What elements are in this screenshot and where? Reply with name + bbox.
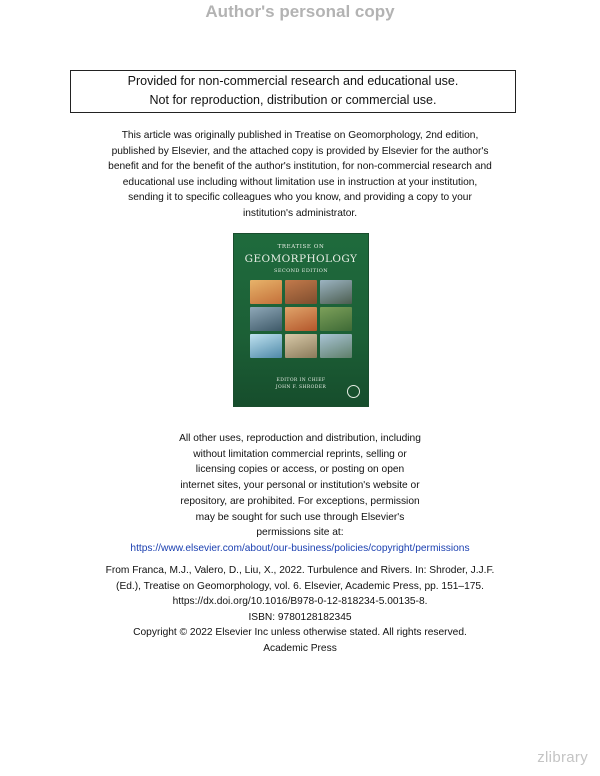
intro-line: educational use including without limitation use in instruction at your institution, <box>122 176 478 188</box>
cover-editor-name: JOHN F. SHRODER <box>275 385 327 390</box>
cover-photo-tile <box>250 307 282 331</box>
cover-photo-tile <box>285 280 317 304</box>
notice-line-1: Provided for non-commercial research and educational use. <box>127 74 459 88</box>
intro-line: This article was originally published in Treatise on Geomorphology, 2nd edition, <box>121 130 479 141</box>
cover-subtitle: TREATISE ON <box>277 244 325 250</box>
notice-box <box>70 70 516 113</box>
cover-edition: SECOND EDITION <box>274 268 328 274</box>
citation-copyright: Copyright © 2022 Elsevier Inc unless otherwise stated. All rights reserved. <box>133 627 467 639</box>
page-header-title: Author's personal copy <box>205 2 395 21</box>
intro-line: sending it to specific colleagues who you know, and providing a copy to your <box>128 192 472 204</box>
book-cover <box>233 233 369 407</box>
citation-publisher: Academic Press <box>263 642 337 654</box>
notice-line-2: Not for reproduction, distribution or commercial use. <box>149 93 437 107</box>
cover-title: GEOMORPHOLOGY <box>244 253 358 265</box>
cover-photo-tile <box>250 334 282 358</box>
elsevier-logo-icon <box>347 385 360 398</box>
citation-line: From Franca, M.J., Valero, D., Liu, X., 2022. Turbulence and Rivers. In: Shroder, J.J.F. <box>105 565 495 576</box>
other-uses-line: licensing copies or access, or posting on open <box>195 464 405 476</box>
other-uses-line: repository, are prohibited. For exceptions, permission <box>180 495 420 507</box>
cover-photo-grid <box>250 280 352 358</box>
cover-photo-tile <box>250 280 282 304</box>
cover-photo-tile <box>320 334 352 358</box>
intro-line: benefit and for the benefit of the author's institution, for non-commercial research and <box>108 161 492 173</box>
zlibrary-watermark: zlibrary <box>537 749 588 766</box>
cover-photo-tile <box>285 334 317 358</box>
citation-block <box>88 563 512 657</box>
intro-line: published by Elsevier, and the attached copy is provided by Elsevier for the author's <box>111 145 489 157</box>
other-uses-line: internet sites, your personal or institution's website or <box>180 480 420 492</box>
cover-photo-tile <box>320 280 352 304</box>
citation-doi: https://dx.doi.org/10.1016/B978-0-12-818234-5.00135-8. <box>172 596 428 608</box>
other-uses-line: without limitation commercial reprints, selling or <box>193 448 407 460</box>
cover-photo-tile <box>320 307 352 331</box>
permissions-link[interactable]: https://www.elsevier.com/about/our-business/policies/copyright/permissions <box>130 542 470 554</box>
citation-line: (Ed.), Treatise on Geomorphology, vol. 6. Elsevier, Academic Press, pp. 151–175. <box>116 580 484 592</box>
intro-paragraph <box>95 128 505 222</box>
citation-isbn: ISBN: 9780128182345 <box>248 611 352 623</box>
cover-editor-label: EDITOR IN CHIEF <box>276 378 326 383</box>
other-uses-paragraph <box>130 431 470 557</box>
other-uses-line: All other uses, reproduction and distribution, including <box>179 433 421 444</box>
other-uses-line: permissions site at: <box>256 527 344 539</box>
cover-photo-tile <box>285 307 317 331</box>
other-uses-line: may be sought for such use through Elsevier's <box>195 511 405 523</box>
intro-line: institution's administrator. <box>242 207 358 219</box>
